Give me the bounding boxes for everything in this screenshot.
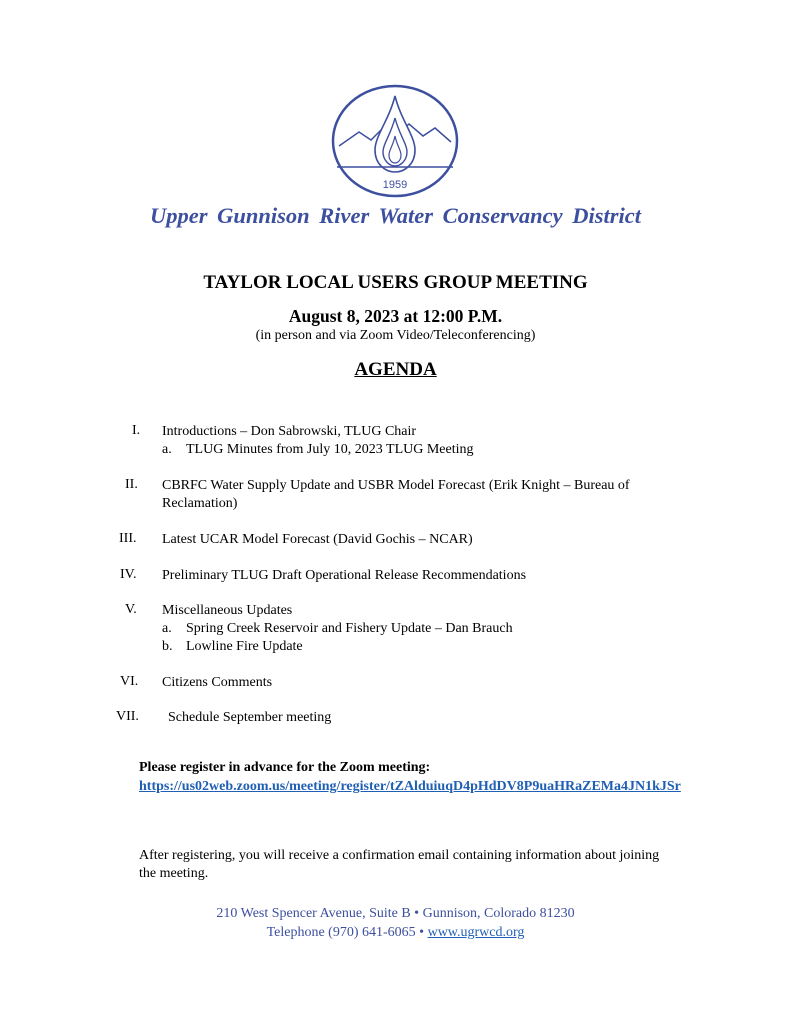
agenda-subitem-letter: b. bbox=[162, 639, 173, 654]
meeting-date: August 8, 2023 at 12:00 P.M. bbox=[288, 306, 503, 326]
footer-contact bbox=[0, 925, 791, 941]
agenda-item-text: Schedule September meeting bbox=[168, 710, 332, 725]
agenda-subitem bbox=[162, 620, 702, 638]
agenda-item-number: VII. bbox=[116, 709, 139, 724]
agenda-item-number: VI. bbox=[120, 674, 139, 689]
agenda-subitem-text: Lowline Fire Update bbox=[186, 639, 303, 654]
agenda-heading: AGENDA bbox=[354, 359, 437, 380]
agenda-item-text: Preliminary TLUG Draft Operational Release Recommendations bbox=[162, 568, 527, 583]
agenda-subitem bbox=[162, 441, 702, 459]
district-logo bbox=[331, 84, 459, 198]
agenda-item-number: IV. bbox=[120, 567, 137, 582]
agenda-subitem-letter: a. bbox=[162, 621, 172, 636]
meeting-title: TAYLOR LOCAL USERS GROUP MEETING bbox=[203, 272, 588, 293]
agenda-subitem-text: TLUG Minutes from July 10, 2023 TLUG Meeting bbox=[186, 442, 474, 457]
agenda-item-text: CBRFC Water Supply Update and USBR Model Forecast (Erik Knight – Bureau of Reclamation) bbox=[162, 478, 630, 511]
agenda-subitem-letter: a. bbox=[162, 442, 172, 457]
footer-phone: Telephone (970) 641-6065 • bbox=[266, 925, 425, 940]
agenda-item-text: Latest UCAR Model Forecast (David Gochis – NCAR) bbox=[162, 532, 473, 547]
agenda-item-text: Citizens Comments bbox=[162, 675, 273, 690]
agenda-item-number: III. bbox=[119, 531, 137, 546]
logo-year: 1959 bbox=[382, 179, 408, 191]
agenda-item-number: V. bbox=[125, 602, 137, 617]
register-label: Please register in advance for the Zoom meeting: bbox=[139, 760, 431, 775]
agenda-subitem-text: Spring Creek Reservoir and Fishery Update – Dan Brauch bbox=[186, 621, 513, 636]
district-name: Upper Gunnison River Water Conservancy District bbox=[149, 203, 642, 228]
agenda-item-number: I. bbox=[132, 423, 141, 438]
website-link[interactable]: www.ugrwcd.org bbox=[427, 925, 525, 940]
agenda-item-text: Introductions – Don Sabrowski, TLUG Chair bbox=[162, 424, 417, 439]
zoom-register-link[interactable]: https://us02web.zoom.us/meeting/register/tZAlduiuqD4pHdDV8P9uaHRaZEMa4JN1kJSr bbox=[139, 779, 681, 794]
after-registering-text: After registering, you will receive a confirmation email containing information about joining the meeting. bbox=[139, 848, 660, 881]
agenda-item-text: Miscellaneous Updates bbox=[162, 603, 293, 618]
meeting-mode: (in person and via Zoom Video/Teleconferencing) bbox=[255, 328, 536, 343]
footer-address: 210 West Spencer Avenue, Suite B • Gunnison, Colorado 81230 bbox=[216, 906, 575, 921]
agenda-item-number: II. bbox=[125, 477, 138, 492]
agenda-subitem bbox=[162, 638, 702, 656]
